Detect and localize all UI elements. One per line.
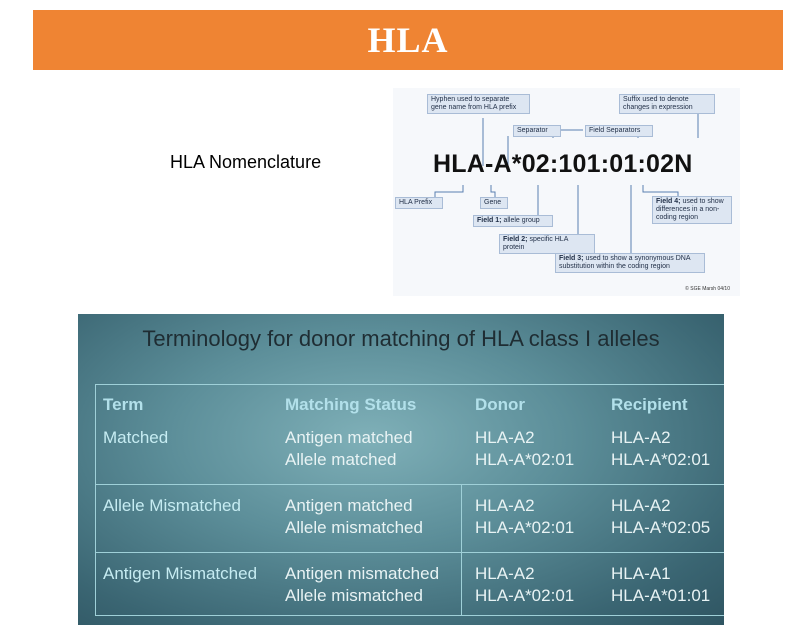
header-donor: Donor xyxy=(475,395,526,414)
label-field2: Field 2; specific HLA protein xyxy=(499,234,595,254)
terminology-slide xyxy=(78,314,724,625)
row1-recipient-allele: HLA-A*02:01 xyxy=(611,450,711,469)
table-rule-top xyxy=(95,384,724,385)
header-matching-status: Matching Status xyxy=(285,395,417,414)
terminology-table xyxy=(95,384,724,616)
row2-recipient-antigen: HLA-A2 xyxy=(611,496,671,515)
row3-donor-antigen: HLA-A2 xyxy=(475,564,535,583)
table-rule-row2 xyxy=(95,552,724,553)
row3-recipient-allele: HLA-A*01:01 xyxy=(611,586,711,605)
row2-term: Allele Mismatched xyxy=(103,496,241,515)
row1-recipient-antigen: HLA-A2 xyxy=(611,428,671,447)
nomenclature-diagram xyxy=(393,88,740,296)
label-field4: Field 4; used to show differences in a non-coding region xyxy=(652,196,732,224)
row2-status-allele: Allele mismatched xyxy=(285,518,423,537)
row3-status-antigen: Antigen mismatched xyxy=(285,564,440,583)
row2-donor-allele: HLA-A*02:01 xyxy=(475,518,575,537)
row1-status-antigen: Antigen matched xyxy=(285,428,413,447)
label-field-separators: Field Separators xyxy=(585,125,653,137)
row1-donor-allele: HLA-A*02:01 xyxy=(475,450,575,469)
row3-term: Antigen Mismatched xyxy=(103,564,258,583)
title-banner xyxy=(33,10,783,70)
label-separator: Separator xyxy=(513,125,561,137)
table-rule-bottom xyxy=(95,615,724,616)
row1-term: Matched xyxy=(103,428,169,447)
diagram-credit: © SGE Marsh 04/10 xyxy=(685,286,730,292)
page-title: HLA xyxy=(367,20,449,60)
label-gene: Gene xyxy=(480,197,508,209)
section-subtitle: HLA Nomenclature xyxy=(170,152,322,172)
row2-donor-antigen: HLA-A2 xyxy=(475,496,535,515)
row2-recipient-allele: HLA-A*02:05 xyxy=(611,518,711,537)
connector-suffix xyxy=(658,113,698,138)
row1-status-allele: Allele matched xyxy=(285,450,397,469)
label-hla-prefix: HLA Prefix xyxy=(395,197,443,209)
header-recipient: Recipient xyxy=(611,395,688,414)
label-suffix: Suffix used to denote changes in expression xyxy=(619,94,715,114)
row2-status-antigen: Antigen matched xyxy=(285,496,413,515)
row3-donor-allele: HLA-A*02:01 xyxy=(475,586,575,605)
label-hyphen: Hyphen used to separate gene name from HLA prefix xyxy=(427,94,530,114)
slide-title: Terminology for donor matching of HLA class I alleles xyxy=(142,326,660,351)
label-field3: Field 3; used to show a synonymous DNA substitution within the coding region xyxy=(555,253,705,273)
connector-field4 xyxy=(643,185,678,196)
table-rule-donor xyxy=(461,484,462,616)
row3-status-allele: Allele mismatched xyxy=(285,586,423,605)
row1-donor-antigen: HLA-A2 xyxy=(475,428,535,447)
table-rule-row1 xyxy=(95,484,724,485)
table-rule-left xyxy=(95,384,96,616)
allele-code: HLA-A*02:101:01:02N xyxy=(433,150,693,178)
label-field1: Field 1; allele group xyxy=(473,215,553,227)
header-term: Term xyxy=(103,395,144,414)
row3-recipient-antigen: HLA-A1 xyxy=(611,564,671,583)
